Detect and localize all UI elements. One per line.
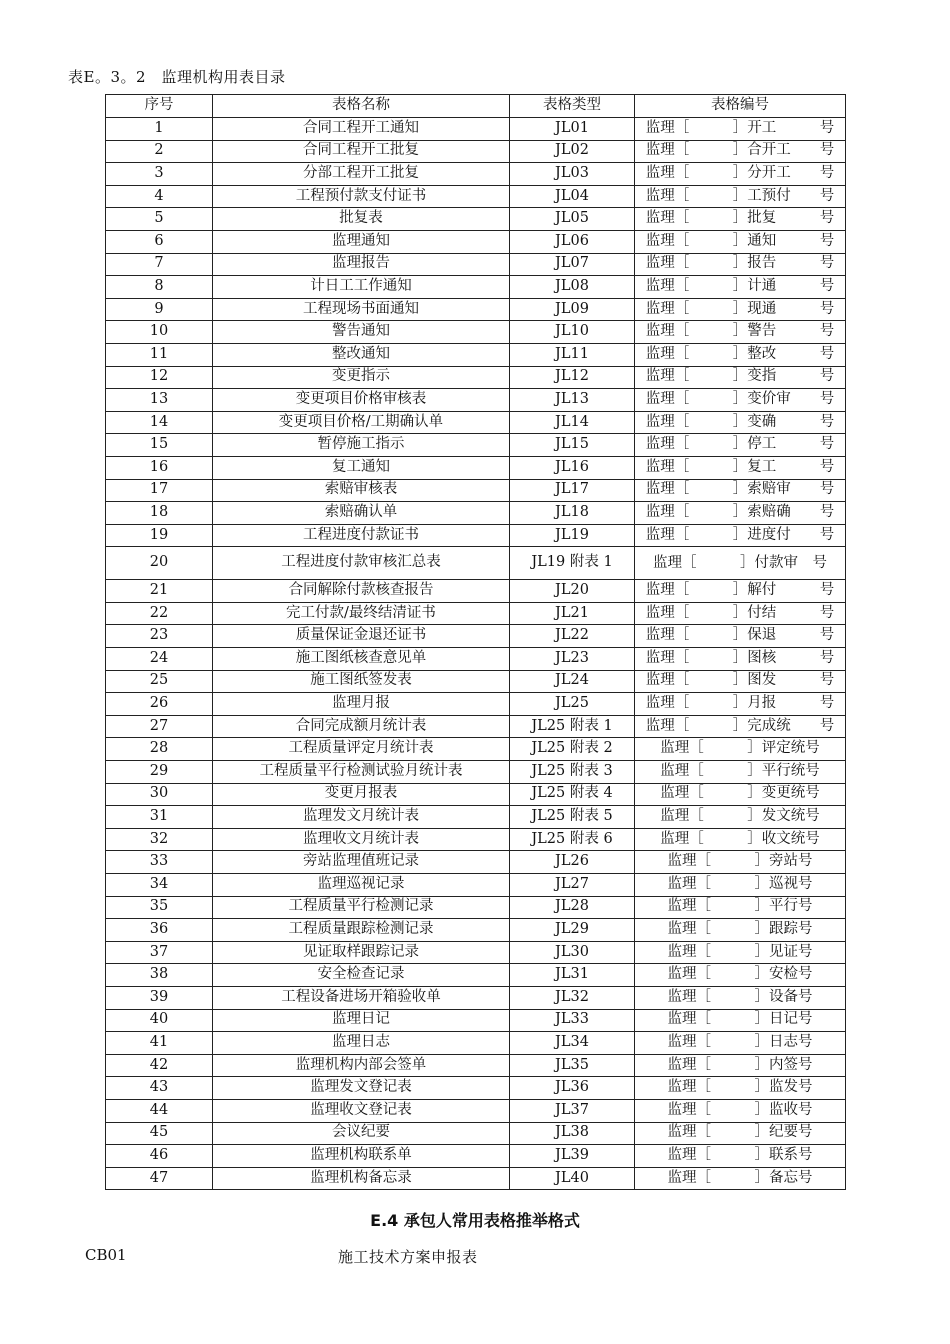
row-form-type: JL10 [510,321,635,344]
row-form-name: 工程预付款支付证书 [213,185,510,208]
table-row [106,253,846,276]
row-form-type: JL40 [510,1167,635,1190]
row-form-code: 监理［ ］开工 号 [635,118,846,141]
row-form-type: JL25 [510,693,635,716]
row-index: 46 [106,1145,213,1168]
row-index: 29 [106,761,213,784]
row-form-code: 监理［ ］停工 号 [635,434,846,457]
row-form-name: 工程质量评定月统计表 [213,738,510,761]
row-form-name: 工程进度付款证书 [213,524,510,547]
row-form-code: 监理［ ］安检号 [635,964,846,987]
row-form-name: 监理收文登记表 [213,1099,510,1122]
row-form-name: 完工付款/最终结清证书 [213,602,510,625]
row-form-code: 监理［ ］变确 号 [635,411,846,434]
row-form-name: 施工图纸核查意见单 [213,648,510,671]
table-row [106,964,846,987]
row-form-name: 工程质量平行检测记录 [213,896,510,919]
forms-catalog-table [105,94,846,1190]
table-body [106,118,846,1190]
row-index: 14 [106,411,213,434]
row-form-name: 施工图纸签发表 [213,670,510,693]
row-index: 39 [106,986,213,1009]
row-index: 20 [106,547,213,580]
row-form-code: 监理［ ］进度付 号 [635,524,846,547]
row-form-name: 会议纪要 [213,1122,510,1145]
row-form-type: JL19 [510,524,635,547]
row-form-name: 分部工程开工批复 [213,163,510,186]
table-row [106,738,846,761]
row-form-name: 工程质量跟踪检测记录 [213,919,510,942]
row-form-type: JL25 附表 1 [510,715,635,738]
row-form-name: 暂停施工指示 [213,434,510,457]
row-form-type: JL02 [510,140,635,163]
row-form-name: 监理机构备忘录 [213,1167,510,1190]
table-row [106,1077,846,1100]
row-index: 26 [106,693,213,716]
table-row [106,896,846,919]
row-form-name: 工程设备进场开箱验收单 [213,986,510,1009]
form-name: 施工技术方案申报表 [338,1248,478,1266]
table-row [106,163,846,186]
row-index: 47 [106,1167,213,1190]
row-form-code: 监理［ ］付款审 号 [635,547,846,580]
table-row [106,828,846,851]
table-row [106,941,846,964]
row-form-name: 监理日记 [213,1009,510,1032]
row-form-type: JL13 [510,389,635,412]
table-row [106,874,846,897]
row-form-type: JL12 [510,366,635,389]
row-form-type: JL29 [510,919,635,942]
section-title: E.4 承包人常用表格推举格式 [370,1211,580,1230]
row-form-code: 监理［ ］设备号 [635,986,846,1009]
row-form-type: JL36 [510,1077,635,1100]
table-row [106,140,846,163]
row-index: 16 [106,456,213,479]
table-row [106,479,846,502]
row-index: 7 [106,253,213,276]
row-index: 22 [106,602,213,625]
row-form-type: JL27 [510,874,635,897]
table-row [106,502,846,525]
row-form-type: JL03 [510,163,635,186]
row-form-name: 监理通知 [213,230,510,253]
row-form-name: 监理巡视记录 [213,874,510,897]
table-caption: 表E。3。2 监理机构用表目录 [68,68,286,86]
row-form-type: JL21 [510,602,635,625]
row-index: 15 [106,434,213,457]
row-form-code: 监理［ ］变价审 号 [635,389,846,412]
row-form-type: JL15 [510,434,635,457]
row-form-code: 监理［ ］跟踪号 [635,919,846,942]
table-row [106,1099,846,1122]
row-index: 21 [106,580,213,603]
row-form-name: 批复表 [213,208,510,231]
row-form-code: 监理［ ］现通 号 [635,298,846,321]
row-index: 36 [106,919,213,942]
row-form-type: JL37 [510,1099,635,1122]
row-form-name: 索赔审核表 [213,479,510,502]
row-form-type: JL07 [510,253,635,276]
row-form-type: JL38 [510,1122,635,1145]
row-form-code: 监理［ ］通知 号 [635,230,846,253]
row-form-type: JL25 附表 6 [510,828,635,851]
row-form-type: JL01 [510,118,635,141]
row-form-code: 监理［ ］联系号 [635,1145,846,1168]
row-form-name: 合同解除付款核查报告 [213,580,510,603]
row-form-type: JL22 [510,625,635,648]
row-form-type: JL25 附表 3 [510,761,635,784]
table-row [106,851,846,874]
table-row [106,389,846,412]
row-index: 42 [106,1054,213,1077]
row-form-code: 监理［ ］索赔确 号 [635,502,846,525]
row-index: 27 [106,715,213,738]
row-form-name: 索赔确认单 [213,502,510,525]
row-form-code: 监理［ ］月报 号 [635,693,846,716]
row-form-type: JL06 [510,230,635,253]
row-form-code: 监理［ ］变指 号 [635,366,846,389]
row-index: 45 [106,1122,213,1145]
header-form-code: 表格编号 [635,95,846,118]
row-form-code: 监理［ ］报告 号 [635,253,846,276]
row-form-code: 监理［ ］完成统 号 [635,715,846,738]
row-form-code: 监理［ ］批复 号 [635,208,846,231]
row-form-name: 工程进度付款审核汇总表 [213,547,510,580]
row-form-code: 监理［ ］合开工 号 [635,140,846,163]
row-form-code: 监理［ ］分开工 号 [635,163,846,186]
row-form-code: 监理［ ］平行统号 [635,761,846,784]
row-form-type: JL39 [510,1145,635,1168]
row-form-type: JL32 [510,986,635,1009]
row-form-type: JL23 [510,648,635,671]
row-form-code: 监理［ ］收文统号 [635,828,846,851]
row-form-code: 监理［ ］评定统号 [635,738,846,761]
row-form-type: JL31 [510,964,635,987]
row-index: 9 [106,298,213,321]
table-header-row [106,95,846,118]
table-row [106,411,846,434]
row-index: 19 [106,524,213,547]
row-index: 34 [106,874,213,897]
table-row [106,343,846,366]
row-form-code: 监理［ ］图发 号 [635,670,846,693]
table-row [106,761,846,784]
row-form-code: 监理［ ］整改 号 [635,343,846,366]
row-form-code: 监理［ ］警告 号 [635,321,846,344]
row-form-type: JL25 附表 2 [510,738,635,761]
row-index: 43 [106,1077,213,1100]
table-row [106,276,846,299]
row-form-type: JL14 [510,411,635,434]
table-row [106,1145,846,1168]
row-form-type: JL11 [510,343,635,366]
row-form-name: 合同工程开工通知 [213,118,510,141]
table-row [106,919,846,942]
row-form-name: 质量保证金退还证书 [213,625,510,648]
row-form-type: JL26 [510,851,635,874]
row-form-name: 变更月报表 [213,783,510,806]
row-index: 2 [106,140,213,163]
row-form-code: 监理［ ］平行号 [635,896,846,919]
row-form-name: 计日工工作通知 [213,276,510,299]
table-row [106,602,846,625]
table-row [106,185,846,208]
row-index: 35 [106,896,213,919]
row-form-type: JL25 附表 4 [510,783,635,806]
table-row [106,547,846,580]
row-form-code: 监理［ ］监收号 [635,1099,846,1122]
row-form-type: JL33 [510,1009,635,1032]
row-form-code: 监理［ ］解付 号 [635,580,846,603]
row-index: 41 [106,1032,213,1055]
row-form-type: JL18 [510,502,635,525]
row-index: 23 [106,625,213,648]
row-form-name: 监理机构内部会签单 [213,1054,510,1077]
row-form-name: 变更指示 [213,366,510,389]
row-form-type: JL35 [510,1054,635,1077]
row-form-code: 监理［ ］索赔审 号 [635,479,846,502]
row-form-type: JL24 [510,670,635,693]
table-row [106,434,846,457]
row-index: 44 [106,1099,213,1122]
row-index: 3 [106,163,213,186]
row-index: 40 [106,1009,213,1032]
row-form-name: 监理日志 [213,1032,510,1055]
row-form-name: 变更项目价格审核表 [213,389,510,412]
row-form-code: 监理［ ］纪要号 [635,1122,846,1145]
row-form-code: 监理［ ］监发号 [635,1077,846,1100]
row-index: 25 [106,670,213,693]
row-form-name: 监理发文月统计表 [213,806,510,829]
row-index: 6 [106,230,213,253]
row-index: 8 [106,276,213,299]
row-form-name: 复工通知 [213,456,510,479]
row-form-type: JL04 [510,185,635,208]
table-row [106,715,846,738]
row-form-type: JL17 [510,479,635,502]
row-form-name: 监理收文月统计表 [213,828,510,851]
row-form-type: JL30 [510,941,635,964]
row-index: 13 [106,389,213,412]
table-row [106,693,846,716]
row-form-code: 监理［ ］工预付 号 [635,185,846,208]
table-row [106,625,846,648]
row-index: 17 [106,479,213,502]
table-row [106,230,846,253]
row-form-name: 监理月报 [213,693,510,716]
row-index: 24 [106,648,213,671]
row-form-code: 监理［ ］计通 号 [635,276,846,299]
row-index: 10 [106,321,213,344]
table-row [106,524,846,547]
row-form-name: 监理发文登记表 [213,1077,510,1100]
header-form-name: 表格名称 [213,95,510,118]
row-form-code: 监理［ ］备忘号 [635,1167,846,1190]
row-index: 4 [106,185,213,208]
row-form-name: 整改通知 [213,343,510,366]
row-form-name: 安全检查记录 [213,964,510,987]
row-form-code: 监理［ ］发文统号 [635,806,846,829]
row-form-type: JL28 [510,896,635,919]
table-row [106,670,846,693]
row-form-name: 监理机构联系单 [213,1145,510,1168]
table-row [106,208,846,231]
table-row [106,986,846,1009]
row-form-code: 监理［ ］内签号 [635,1054,846,1077]
row-index: 37 [106,941,213,964]
row-form-code: 监理［ ］图核 号 [635,648,846,671]
row-form-name: 合同工程开工批复 [213,140,510,163]
row-form-type: JL05 [510,208,635,231]
row-form-type: JL16 [510,456,635,479]
header-form-type: 表格类型 [510,95,635,118]
row-form-name: 合同完成额月统计表 [213,715,510,738]
row-form-name: 旁站监理值班记录 [213,851,510,874]
row-form-code: 监理［ ］付结 号 [635,602,846,625]
row-form-type: JL20 [510,580,635,603]
row-form-name: 警告通知 [213,321,510,344]
table-row [106,580,846,603]
table-row [106,783,846,806]
table-row [106,118,846,141]
row-form-type: JL34 [510,1032,635,1055]
row-form-type: JL19 附表 1 [510,547,635,580]
row-form-code: 监理［ ］旁站号 [635,851,846,874]
row-form-name: 监理报告 [213,253,510,276]
table-row [106,1032,846,1055]
table-row [106,321,846,344]
table-row [106,806,846,829]
table-row [106,648,846,671]
row-form-code: 监理［ ］日志号 [635,1032,846,1055]
table-row [106,456,846,479]
row-form-code: 监理［ ］日记号 [635,1009,846,1032]
row-index: 31 [106,806,213,829]
row-index: 38 [106,964,213,987]
row-form-code: 监理［ ］巡视号 [635,874,846,897]
row-index: 18 [106,502,213,525]
table-row [106,1054,846,1077]
row-index: 12 [106,366,213,389]
row-form-code: 监理［ ］复工 号 [635,456,846,479]
table-row [106,1009,846,1032]
row-form-type: JL25 附表 5 [510,806,635,829]
row-form-name: 变更项目价格/工期确认单 [213,411,510,434]
row-index: 11 [106,343,213,366]
row-index: 32 [106,828,213,851]
row-form-code: 监理［ ］保退 号 [635,625,846,648]
form-code: CB01 [85,1246,127,1264]
row-form-code: 监理［ ］见证号 [635,941,846,964]
row-form-name: 工程质量平行检测试验月统计表 [213,761,510,784]
row-form-type: JL09 [510,298,635,321]
row-index: 33 [106,851,213,874]
table-row [106,366,846,389]
row-index: 30 [106,783,213,806]
row-index: 1 [106,118,213,141]
row-form-name: 工程现场书面通知 [213,298,510,321]
table-row [106,298,846,321]
row-form-code: 监理［ ］变更统号 [635,783,846,806]
table-row [106,1167,846,1190]
row-form-name: 见证取样跟踪记录 [213,941,510,964]
row-form-type: JL08 [510,276,635,299]
row-index: 28 [106,738,213,761]
row-index: 5 [106,208,213,231]
table-row [106,1122,846,1145]
header-index: 序号 [106,95,213,118]
